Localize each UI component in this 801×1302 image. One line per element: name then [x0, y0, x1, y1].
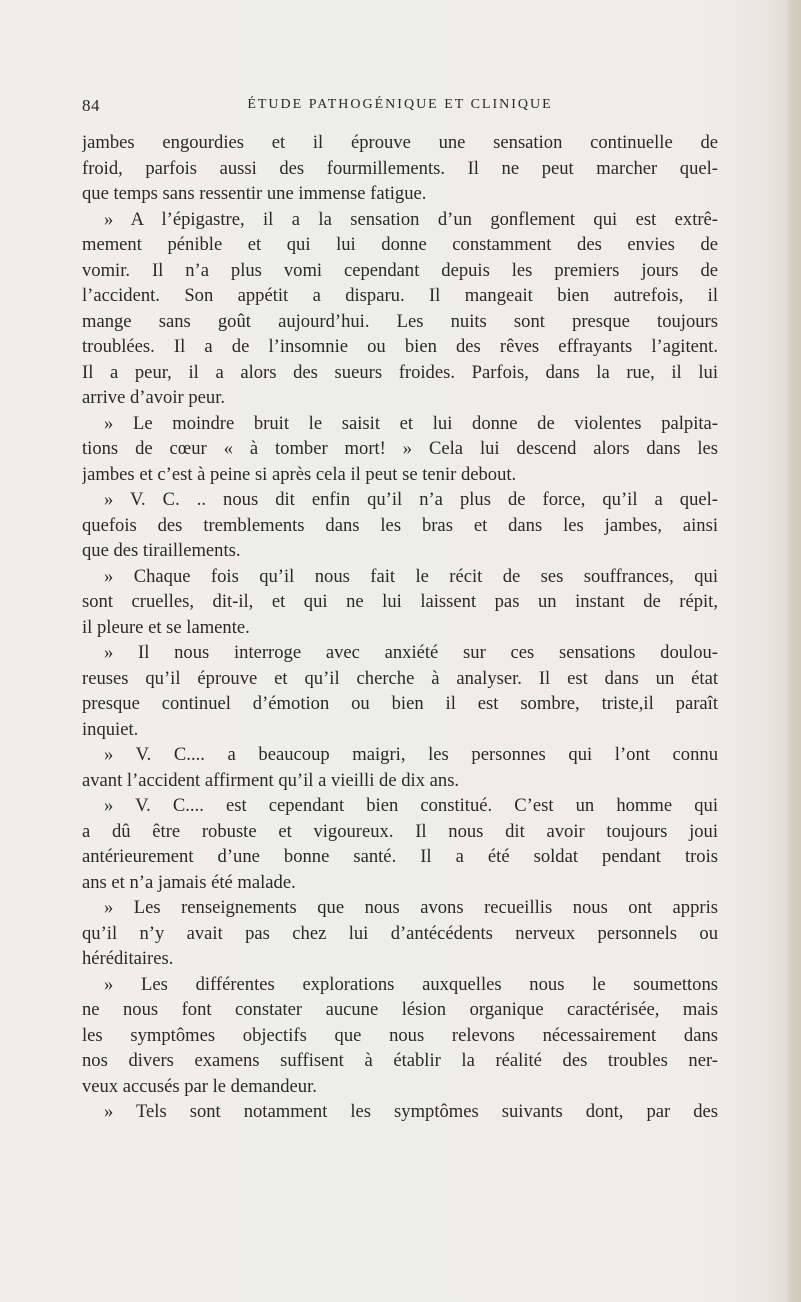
- text-line: il pleure et se lamente.: [82, 616, 250, 638]
- text-line: » Le moindre bruit le saisit et lui donne de violentes palpita-: [104, 412, 718, 434]
- text-line: veux accusés par le demandeur.: [82, 1075, 317, 1097]
- text-line: » Les différentes explorations auxquelles nous le soumettons: [104, 973, 718, 995]
- text-line: antérieurement d’une bonne santé. Il a été soldat pendant trois: [82, 846, 718, 867]
- text-line: jambes et c’est à peine si après cela il peut se tenir debout.: [82, 463, 517, 485]
- text-line: ne nous font constater aucune lésion organique caractérisée, mais: [82, 999, 718, 1020]
- text-line: tions de cœur « à tomber mort! » Cela lui descend alors dans les: [82, 438, 718, 459]
- text-line: » A l’épigastre, il a la sensation d’un gonflement qui est extrê-: [104, 208, 718, 230]
- page-edge-shadow: [785, 0, 801, 1302]
- text-line: a dû être robuste et vigoureux. Il nous dit avoir toujours joui: [82, 820, 718, 842]
- text-line: qu’il n’y avait pas chez lui d’antécédents nerveux personnels ou: [82, 922, 718, 944]
- running-title: ÉTUDE PATHOGÉNIQUE ET CLINIQUE: [247, 97, 553, 112]
- text-line: héréditaires.: [82, 948, 174, 969]
- text-line: inquiet.: [82, 718, 139, 740]
- text-line: arrive d’avoir peur.: [82, 387, 226, 408]
- text-line: l’accident. Son appétit a disparu. Il mangeait bien autrefois, il: [82, 285, 718, 306]
- text-line: » V. C. .. nous dit enfin qu’il n’a plus de force, qu’il a quel-: [104, 489, 718, 510]
- text-line: » V. C.... est cependant bien constitué. C’est un homme qui: [104, 795, 718, 816]
- text-line: ans et n’a jamais été malade.: [82, 871, 296, 893]
- text-line: quefois des tremblements dans les bras et dans les jambes, ainsi: [82, 514, 718, 536]
- text-line: vomir. Il n’a plus vomi cependant depuis les premiers jours de: [82, 259, 718, 281]
- text-line: reuses qu’il éprouve et qu’il cherche à analyser. Il est dans un état: [82, 667, 718, 689]
- page-number: 84: [82, 96, 100, 115]
- body-text: [82, 130, 718, 1125]
- text-line: mement pénible et qui lui donne constamment des envies de: [82, 234, 718, 255]
- text-line: » Il nous interroge avec anxiété sur ces sensations doulou-: [104, 642, 718, 663]
- text-line: presque continuel d’émotion ou bien il est sombre, triste,il paraît: [82, 693, 718, 714]
- text-line: Il a peur, il a alors des sueurs froides. Parfois, dans la rue, il lui: [82, 361, 718, 383]
- text-line: sont cruelles, dit-il, et qui ne lui laissent pas un instant de répit,: [82, 591, 718, 612]
- text-line: » Les renseignements que nous avons recueillis nous ont appris: [104, 897, 718, 918]
- text-line: » Chaque fois qu’il nous fait le récit de ses souffrances, qui: [104, 565, 718, 587]
- text-line: froid, parfois aussi des fourmillements. Il ne peut marcher quel-: [82, 157, 718, 179]
- text-line: » Tels sont notamment les symptômes suivants dont, par des: [104, 1101, 718, 1122]
- text-line: avant l’accident affirment qu’il a vieilli de dix ans.: [82, 769, 460, 791]
- text-line: que des tiraillements.: [82, 540, 241, 561]
- text-line: troublées. Il a de l’insomnie ou bien des rêves effrayants l’agitent.: [82, 336, 718, 357]
- text-line: nos divers examens suffisent à établir la réalité des troubles ner-: [82, 1050, 718, 1071]
- text-line: mange sans goût aujourd’hui. Les nuits sont presque toujours: [82, 310, 718, 332]
- text-line: » V. C.... a beaucoup maigri, les personnes qui l’ont connu: [104, 744, 718, 765]
- text-line: les symptômes objectifs que nous relevons nécessairement dans: [82, 1024, 718, 1046]
- text-line: jambes engourdies et il éprouve une sensation continuelle de: [82, 132, 718, 153]
- page-header: [82, 96, 718, 118]
- text-line: que temps sans ressentir une immense fatigue.: [82, 183, 427, 204]
